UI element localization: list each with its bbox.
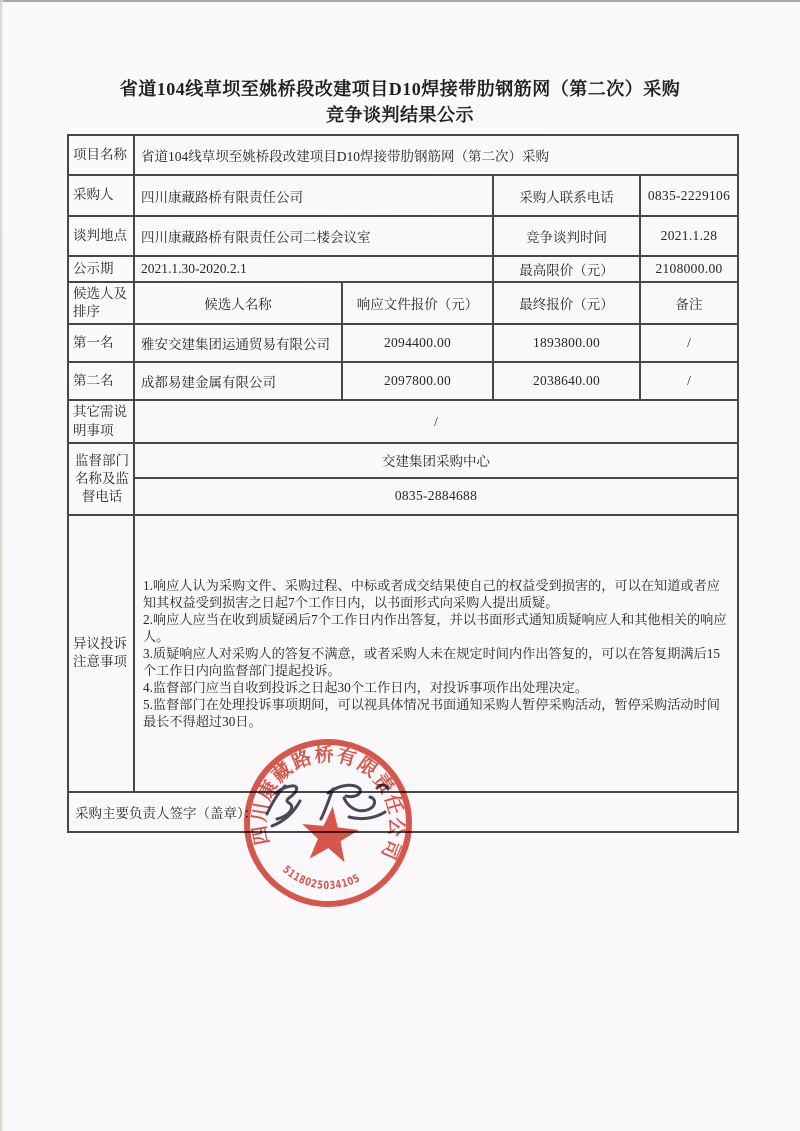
- candidate-2-final-price: 2038640.00: [493, 362, 640, 400]
- candidate-row-2: [68, 362, 738, 400]
- candidates-header-row: [68, 282, 738, 324]
- candidates-rank-header: 候选人及排序: [68, 282, 134, 324]
- other-notes-row: [68, 400, 738, 442]
- title-line-1: 省道104线草坝至姚桥段改建项目D10焊接带肋钢筋网（第二次）采购: [119, 79, 681, 99]
- candidate-row-1: [68, 324, 738, 362]
- company-stamp: [218, 713, 438, 933]
- project-name-label: 项目名称: [68, 135, 134, 175]
- publicity-row: [68, 256, 738, 282]
- supervision-phone-row: [68, 478, 738, 515]
- publicity-period-value: 2021.1.30-2020.2.1: [134, 256, 493, 282]
- purchaser-label: 采购人: [68, 175, 134, 216]
- max-price-label: 最高限价（元）: [493, 256, 640, 282]
- supervision-dept-value: 交建集团采购中心: [134, 443, 738, 478]
- candidates-final-price-header: 最终报价（元）: [493, 282, 640, 324]
- purchaser-phone-value: 0835-2229106: [640, 175, 738, 216]
- signature-label: 采购主要负责人签字（盖章）：: [68, 792, 738, 832]
- purchaser-value: 四川康藏路桥有限责任公司: [134, 175, 493, 216]
- purchaser-row: [68, 175, 738, 216]
- objection-item-3: 3.质疑响应人对采购人的答复不满意，或者采购人未在规定时间内作出答复的，可以在答复期满后15个工作日内向监督部门提起投诉。: [143, 645, 720, 678]
- stamp-serial-holder: [279, 862, 364, 896]
- stamp-company-text: 四川康藏路桥有限责任公司: [249, 744, 407, 863]
- candidate-2-remark: /: [640, 362, 738, 400]
- scan-edge-left: [0, 0, 3, 1131]
- document-title: [0, 76, 800, 128]
- candidate-1-final-price: 1893800.00: [493, 324, 640, 362]
- other-notes-value: /: [134, 400, 738, 442]
- supervision-phone-value: 0835-2884688: [134, 478, 738, 515]
- objection-item-4: 4.监督部门应当自收到投诉之日起30个工作日内，对投诉事项作出处理决定。: [143, 679, 589, 695]
- max-price-value: 2108000.00: [640, 256, 738, 282]
- candidate-1-remark: /: [640, 324, 738, 362]
- supervision-label: 监督部门名称及监督电话: [68, 443, 134, 515]
- stamp-serial: 5118025034105: [280, 862, 365, 893]
- negotiation-time-label: 竞争谈判时间: [493, 216, 640, 256]
- candidates-name-header: 候选人名称: [134, 282, 342, 324]
- negotiation-time-value: 2021.1.28: [640, 216, 738, 256]
- scan-edge-top: [0, 0, 800, 2]
- purchaser-phone-label: 采购人联系电话: [493, 175, 640, 216]
- project-row: [68, 135, 738, 175]
- objection-label: 异议投诉注意事项: [68, 515, 134, 792]
- candidates-remark-header: 备注: [640, 282, 738, 324]
- negotiation-place-value: 四川康藏路桥有限责任公司二楼会议室: [134, 216, 493, 256]
- negotiation-row: [68, 216, 738, 256]
- candidate-1-doc-price: 2094400.00: [342, 324, 493, 362]
- publicity-period-label: 公示期: [68, 256, 134, 282]
- title-line-2: 竞争谈判结果公示: [326, 105, 474, 125]
- objection-item-5: 5.监督部门在处理投诉事项期间，可以视具体情况书面通知采购人暂停采购活动，暂停采购活动时间最长不得超过30日。: [143, 696, 720, 729]
- project-name-value: 省道104线草坝至姚桥段改建项目D10焊接带肋钢筋网（第二次）采购: [134, 135, 738, 175]
- negotiation-place-label: 谈判地点: [68, 216, 134, 256]
- objection-item-1: 1.响应人认为采购文件、采购过程、中标或者成交结果使自己的权益受到损害的，可以在知道或者应知其权益受到损害之日起7个工作日内，以书面形式向采购人提出质疑。: [143, 577, 720, 610]
- other-notes-label: 其它需说明事项: [68, 400, 134, 442]
- candidate-2-rank: 第二名: [68, 362, 134, 400]
- candidate-2-doc-price: 2097800.00: [342, 362, 493, 400]
- result-table: [67, 134, 739, 833]
- objection-item-2: 2.响应人应当在收到质疑函后7个工作日内作出答复，并以书面形式通知质疑响应人和其他相关的响应人。: [143, 611, 727, 644]
- candidate-1-name: 雅安交建集团运通贸易有限公司: [134, 324, 342, 362]
- stamp-star: [299, 803, 361, 863]
- supervision-row: [68, 443, 738, 478]
- candidate-2-name: 成都易建金属有限公司: [134, 362, 342, 400]
- candidate-1-rank: 第一名: [68, 324, 134, 362]
- candidates-doc-price-header: 响应文件报价（元）: [342, 282, 493, 324]
